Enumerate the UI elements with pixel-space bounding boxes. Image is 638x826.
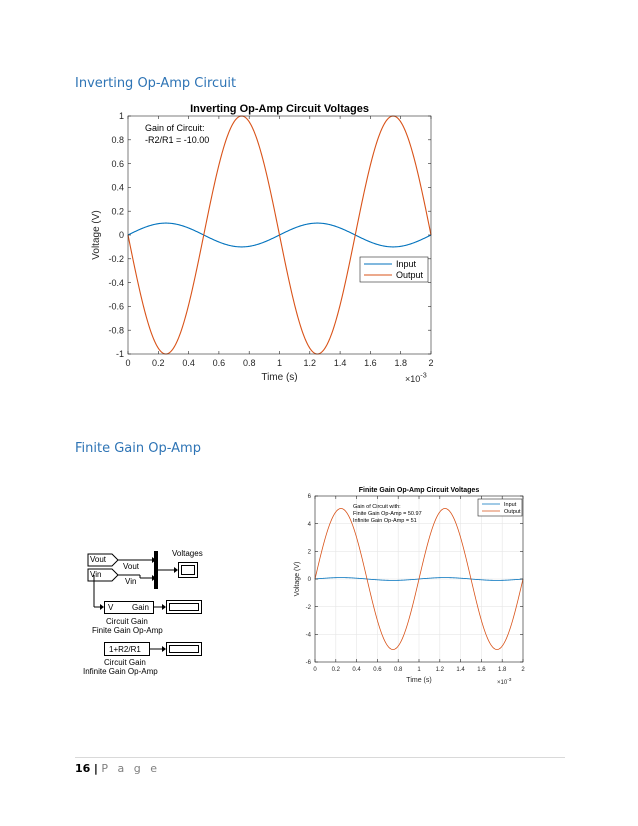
x-tick-label: 0.8 [394,667,403,673]
gain-block-v: V [108,603,114,612]
y-axis-label: Voltage (V) [294,561,301,597]
chart-annotation-line: -R2/R1 = -10.00 [145,135,210,145]
x-tick-label: 1 [417,667,421,673]
vin-port-label: Vin [90,570,102,579]
legend-label-input: Input [504,501,517,508]
y-tick-label: 1 [118,111,124,122]
x-tick-label: 1.8 [394,358,407,368]
expr-block [104,642,150,656]
legend-label-output: Output [504,508,521,515]
page-footer [75,762,160,775]
y-tick-label: 0.4 [111,182,124,193]
y-tick-label: -0.4 [108,277,124,288]
mux-block [154,551,158,589]
x-tick-label: 0.6 [373,667,382,673]
x-tick-label: 0.2 [152,358,165,368]
x-tick-label: 1.6 [477,667,486,673]
mux-vin-label: Vin [125,577,137,586]
chart-title: Finite Gain Op-Amp Circuit Voltages [358,487,480,494]
scope-label: Voltages [172,549,203,558]
expr-display [166,642,202,656]
x-tick-label: 2 [428,358,434,368]
y-tick-label: 2 [307,549,311,556]
mux-vout-label: Vout [123,562,140,571]
y-tick-label: -1 [115,349,124,360]
y-tick-label: 0 [307,577,311,584]
x-tick-label: 1.4 [333,358,347,368]
y-tick-label: -6 [305,660,311,667]
footer-separator: | [93,762,98,775]
x-tick-label: 1.8 [498,667,507,673]
scope-block [178,562,198,578]
expr-block-label: 1+R2/R1 [109,645,141,654]
x-axis-label: Time (s) [261,372,298,383]
x-tick-label: 0.6 [212,358,226,368]
x-tick-label: 2 [521,667,525,673]
page-word: P a g e [101,762,160,775]
y-tick-label: -0.6 [108,301,124,312]
footer-rule [75,757,565,758]
x-exponent-power: -3 [420,370,427,380]
expr-caption-2: Infinite Gain Op-Amp [83,667,158,676]
simulink-diagram [80,545,230,680]
y-tick-label: -4 [305,632,311,639]
x-tick-label: 0 [313,667,317,673]
gain-display [166,600,202,614]
x-tick-label: 0 [125,358,131,368]
legend-label-input: Input [396,259,417,270]
gain-caption-2: Finite Gain Op-Amp [92,626,163,635]
finite-gain-chart [290,482,535,688]
x-axis-label: Time (s) [406,677,432,684]
x-tick-label: 1.6 [364,358,377,368]
section-heading-inverting: Inverting Op-Amp Circuit [75,76,237,91]
chart-annotation-line: Gain of Circuit with: [353,504,401,510]
gain-block [104,601,154,614]
x-exponent-power: -3 [507,678,512,683]
y-tick-label: -2 [305,604,311,611]
legend-label-output: Output [396,270,424,281]
chart-title: Inverting Op-Amp Circuit Voltages [190,103,369,115]
x-exponent-base: ×10 [405,374,421,384]
x-tick-label: 1.2 [435,667,444,673]
x-exponent-base: ×10 [497,680,508,686]
vout-port-label: Vout [90,555,107,564]
y-tick-label: 4 [307,521,311,528]
x-tick-label: 0.4 [182,358,195,368]
expr-caption-1: Circuit Gain [104,658,146,667]
y-tick-label: 0.6 [111,158,124,169]
x-tick-label: 0.4 [352,667,361,673]
y-tick-label: -0.8 [108,325,124,336]
gain-block-label: Gain [132,603,149,612]
x-tick-label: 0.8 [242,358,256,368]
x-tick-label: 1.4 [456,667,465,673]
y-tick-label: 6 [307,494,311,501]
y-tick-label: 0.2 [111,206,124,217]
x-tick-label: 0.2 [331,667,340,673]
y-tick-label: -0.2 [108,253,124,264]
section-heading-finite: Finite Gain Op-Amp [75,441,201,456]
y-axis-label: Voltage (V) [91,210,102,260]
simulink-wires [80,545,230,680]
x-tick-label: 1.2 [303,358,317,368]
gain-caption-1: Circuit Gain [106,617,148,626]
y-tick-label: 0.8 [111,134,124,145]
chart-annotation-line: Gain of Circuit: [145,123,205,133]
y-tick-label: 0 [118,230,124,241]
x-tick-label: 1 [276,358,283,368]
chart-annotation-line: Infinite Gain Op-Amp = 51 [353,518,417,524]
chart-annotation-line: Finite Gain Op-Amp = 50.97 [353,511,422,517]
page-number: 16 [75,762,91,775]
inverting-chart [85,98,445,390]
